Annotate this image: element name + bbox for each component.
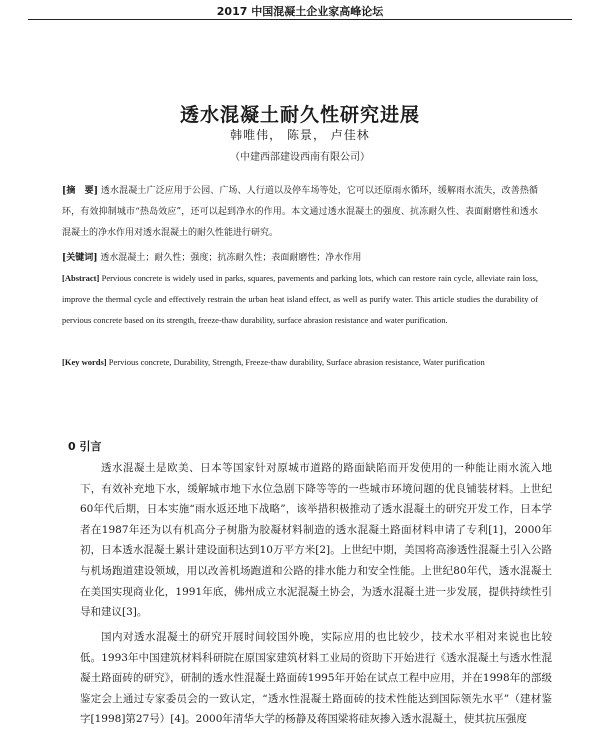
paragraph-text: 透水混凝土是欧美、日本等国家针对原城市道路的路面缺陷而开发使用的一种能让雨水流入地下，有效补充地下水，缓解城市地下水位急剧下降等等的一些城市环境问题的优良铺装材料。上世纪60年代后期，日本实施“雨水返还地下战略”，该举措积极推动了透水混凝土的研究开发工作，日本学者在1987年还为以有机高分子树脂为胶凝材料制造的透水混凝土路面材料申请了专利[1]，2000年初，日本透水混凝土累计建设面积达到10万平方米[2]。上世纪中期，美国将高渗透性混凝土引入公路与机场跑道建设领域，用以改善机场跑道和公路的排水能力和安全性能。上世纪80年代，透水混凝土在美国实现商业化，1991年底，佛州成立水泥混凝土协会，为透水混凝土进一步发展，提供持续性引导和建议[3]。 xyxy=(80,462,552,619)
paragraph-text: 国内对透水混凝土的研究开展时间较国外晚，实际应用的也比较少，技术水平相对来说也比较低。1993年中国建筑材料科研院在原国家建筑材料工业局的资助下开始进行《透水混凝土与透水性混凝土路面砖的研究》，研制的透水性混凝土路面砖1995年开始在试点工程中应用，并在1998年的部级鉴定会上通过专家委员会的一致认定，“透水性混凝土路面砖的技术性能达到国际领先水平”（建材鉴字[1998]第27号）[4]。2000年清华大学的杨静及蒋国梁将硅灰掺入透水混凝土，使其抗压强度 xyxy=(80,631,552,726)
body-paragraph xyxy=(80,627,552,734)
paper-affiliation: （中建西部建设西南有限公司） xyxy=(230,152,370,163)
keywords-cn-label: [关键词] xyxy=(62,253,98,263)
paper-title: 透水混凝土耐久性研究进展 xyxy=(179,104,420,126)
keywords-cn xyxy=(62,248,538,269)
running-header: 2017 中国混凝土企业家高峰论坛 xyxy=(216,5,384,18)
abstract-cn-label: [摘 要] xyxy=(62,186,98,196)
keywords-en-text: Pervious concrete, Durability, Strength, Freeze-thaw durability, Surface abrasion resistance, Water purification xyxy=(108,357,485,367)
keywords-cn-text: 透水混凝土；耐久性；强度；抗冻耐久性；表面耐磨性；净水作用 xyxy=(100,253,362,263)
paper-authors: 韩唯伟， 陈景， 卢佳林 xyxy=(230,128,370,142)
header-divider xyxy=(28,19,572,20)
keywords-en-label: [Key words] xyxy=(62,357,107,367)
abstract-en-label: [Abstract] xyxy=(62,273,100,283)
abstract-cn xyxy=(62,181,538,247)
section-heading xyxy=(68,438,102,454)
abstract-en-text: Pervious concrete is widely used in parks, squares, pavements and parking lots, which can restore rain cycle, alleviate rain loss, improve the thermal cycle and effectively restrain the urban heat island effect, as well as purify water. This article studies the durability of pervious concrete based on its strength, freeze-thaw durability, surface abrasion resistance and water purification. xyxy=(62,273,538,325)
abstract-cn-text: 透水混凝土广泛应用于公园、广场、人行道以及停车场等处，它可以还原雨水循环，缓解雨水流失，改善热循环，有效抑制城市“热岛效应”，还可以起到净水的作用。本文通过透水混凝土的强度、抗冻耐久性、表面耐磨性和透水混凝土的净水作用对透水混凝土的耐久性能进行研究。 xyxy=(62,186,538,238)
keywords-en xyxy=(62,352,538,396)
section-number: 0 xyxy=(68,440,76,453)
abstract-en xyxy=(62,268,538,354)
body-paragraph xyxy=(80,458,552,621)
section-title: 引言 xyxy=(79,440,102,453)
